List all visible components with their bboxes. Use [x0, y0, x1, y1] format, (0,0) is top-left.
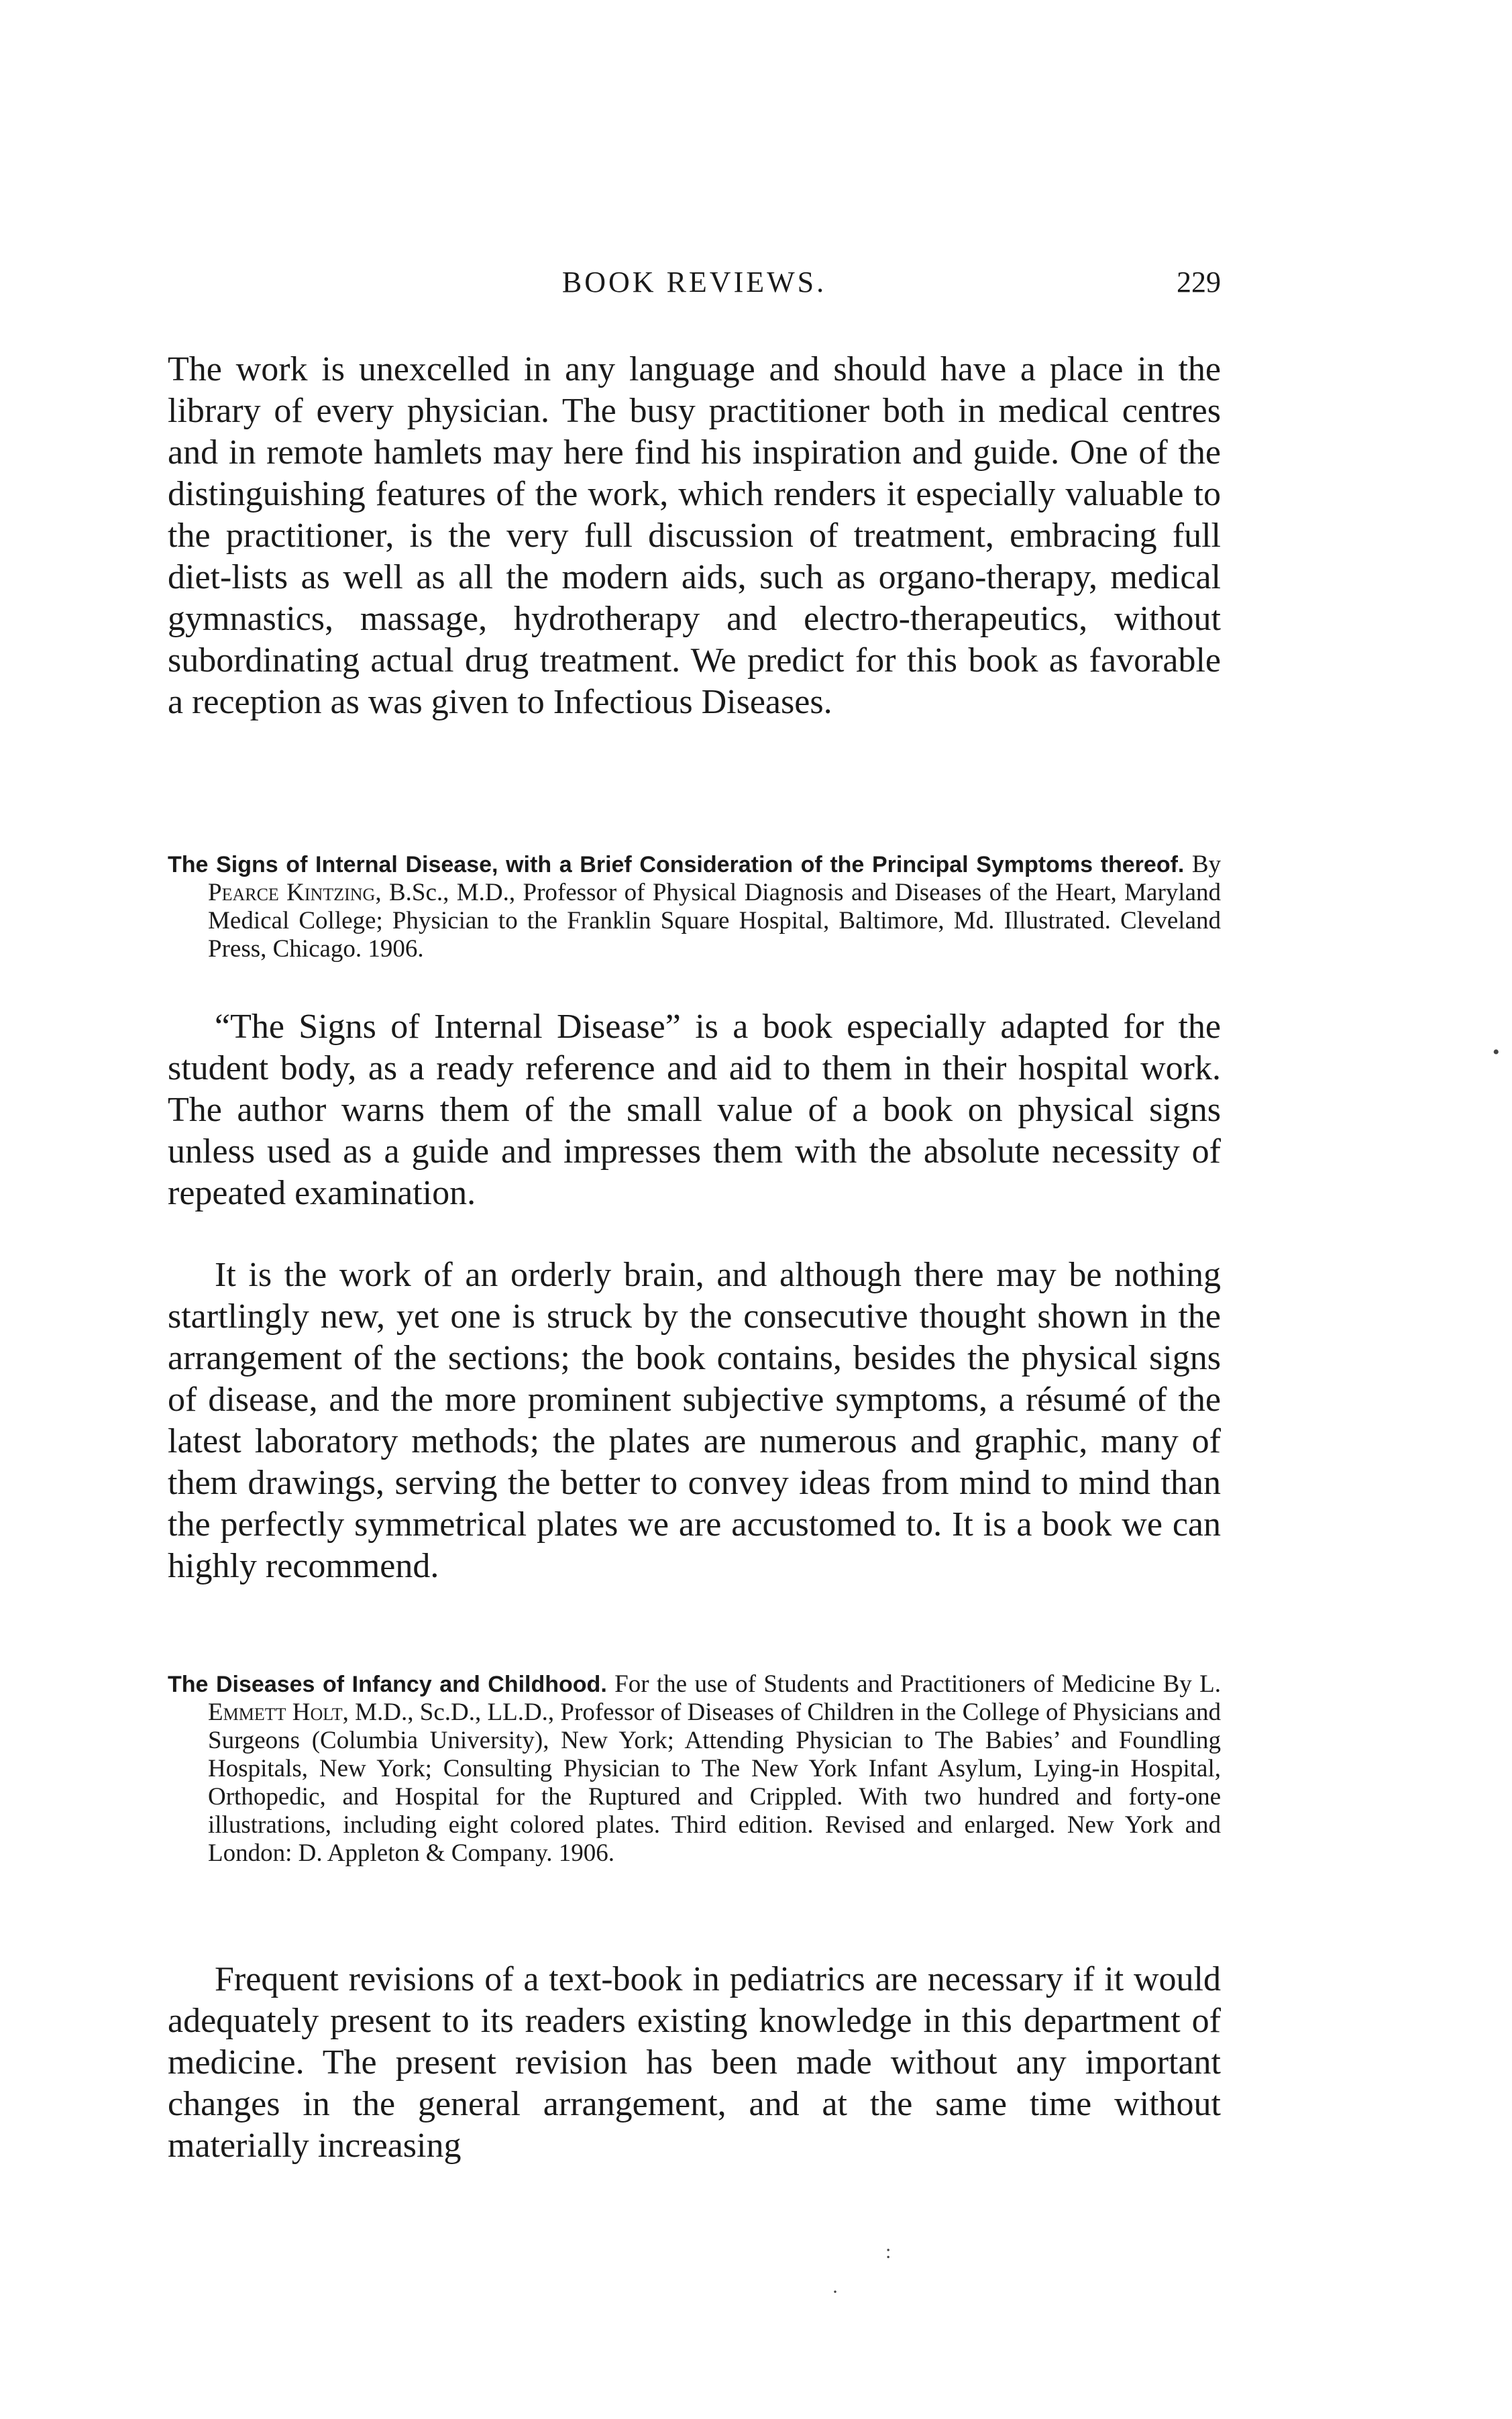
review-citation-signs-of-internal-disease: [168, 851, 1221, 963]
citation-lead: For the use of Students and Practitioners of Medicine By: [606, 1670, 1200, 1698]
citation-details: , M.D., Sc.D., LL.D., Professor of Diseases of Children in the College of Physicians and Surgeons (Columbia University), New York; Attending Physician to The Babies’ and Foundling Hospitals, New York; Consulting Physician to The New York Infant Asylum, Lying-in Hospital, Orthopedic, and Hospital for the Ruptured and Crippled. With two hundred and forty-one illustrations, including eight colored plates. Third edition. Revised and enlarged. New York and London: D. Appleton & Company. 1906.: [208, 1699, 1222, 1867]
citation-author: L. Emmett Holt: [208, 1670, 1221, 1726]
running-title: BOOK REVIEWS.: [561, 266, 827, 299]
citation-title: The Signs of Internal Disease, with a Brief Consideration of the Principal Symptoms thereof.: [168, 852, 1185, 877]
paragraph-review-signs-2: It is the work of an orderly brain, and although there may be nothing startlingly new, yet one is struck by the consecutive thought shown in the arrangement of the sections; the book contains, besides the physical signs of disease, and the more prominent subjective symptoms, a résumé of the latest laboratory methods; the plates are numerous and graphic, many of them drawings, serving the better to convey ideas from mind to mind than the perfectly symmetrical plates we are accustomed to. It is a book we can highly recommend.: [168, 1256, 1221, 1585]
page-number: 229: [1177, 266, 1221, 299]
paragraph-review-infancy: Frequent revisions of a text-book in pediatrics are necessary if it would adequately present to its readers existing knowledge in this department of medicine. The present revision has been made without any important changes in the general arrangement, and at the same time without materially increasing: [168, 1960, 1221, 2165]
page-speck: ·: [832, 2281, 839, 2303]
citation-details: , B.Sc., M.D., Professor of Physical Diagnosis and Diseases of the Heart, Maryland Medical College; Physician to the Franklin Square Hospital, Baltimore, Md. Illustrated. Cleveland Press, Chicago. 1906.: [208, 879, 1221, 963]
citation-title: The Diseases of Infancy and Childhood.: [168, 1672, 607, 1697]
citation-by: By: [1191, 851, 1221, 878]
paragraph-review-signs-1: “The Signs of Internal Disease” is a book especially adapted for the student body, as a ready reference and aid to them in their hospital work. The author warns them of the small value of a book on physical signs unless used as a guide and impresses them with the absolute necessity of repeated examination.: [168, 1008, 1221, 1212]
running-header: [168, 265, 1221, 305]
citation-author: Pearce Kintzing: [208, 879, 376, 906]
margin-speck: •: [1493, 1041, 1500, 1063]
review-citation-diseases-of-infancy: [168, 1670, 1221, 1868]
paragraph-continued-review: The work is unexcelled in any language and should have a place in the library of every physician. The busy practitioner both in medical centres and in remote hamlets may here find his inspiration and guide. One of the distinguishing features of the work, which renders it especially valuable to the practitioner, is the very full discussion of treatment, embracing full diet-lists as well as all the modern aids, such as organo-therapy, medical gymnastics, massage, hydrotherapy and electro-therapeutics, without subordinating actual drug treatment. We predict for this book as favorable a reception as was given to Infectious Diseases.: [168, 350, 1221, 721]
page-speck: :: [885, 2241, 892, 2263]
